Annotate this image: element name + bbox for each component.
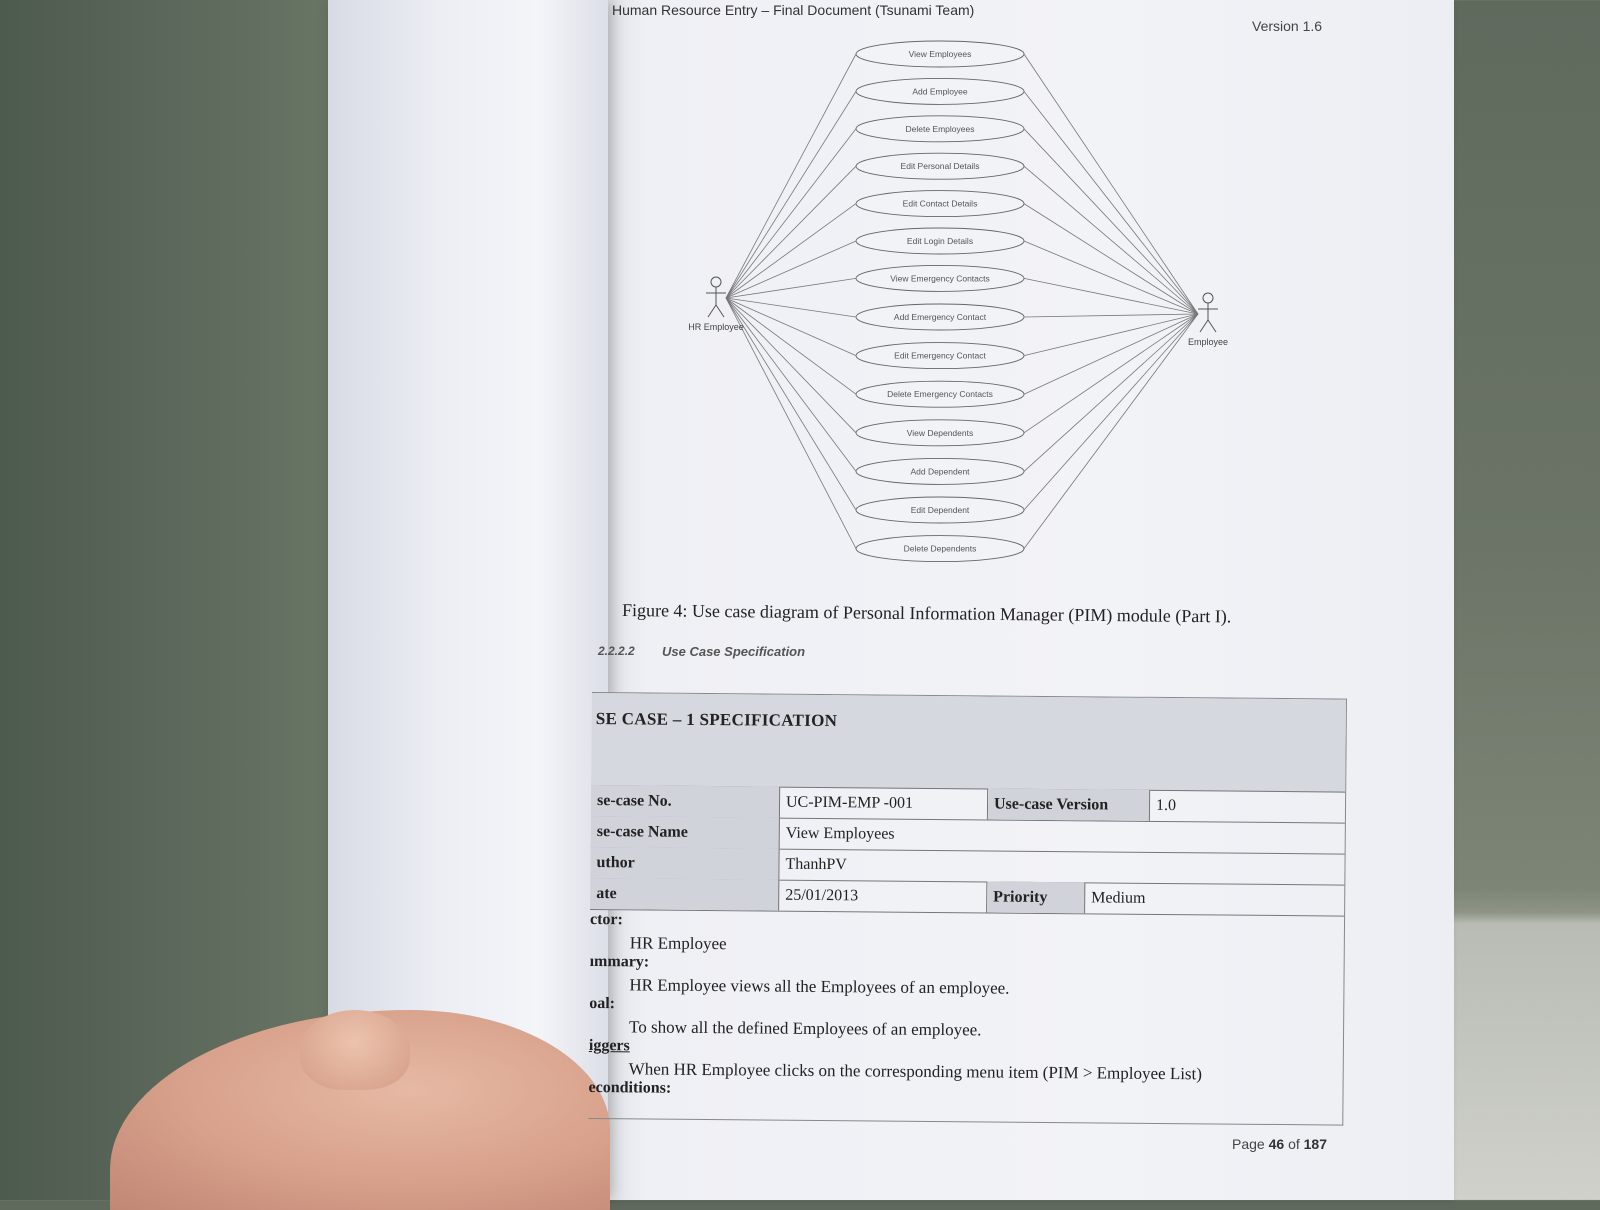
label-priority: Priority <box>987 881 1085 913</box>
use-case-label: Add Dependent <box>910 466 970 477</box>
actor-left-label: HR Employee <box>688 322 744 332</box>
value-priority: Medium <box>1091 889 1146 907</box>
association-line <box>1024 314 1198 433</box>
preconditions-label: econditions: <box>588 1078 672 1097</box>
document-title: Human Resource Entry – Final Document (Tsunami Team) <box>612 2 975 18</box>
association-line <box>1024 314 1198 510</box>
page-current: 46 <box>1268 1136 1285 1152</box>
section-title: Use Case Specification <box>662 644 806 659</box>
section-number: 2.2.2.2 <box>598 644 635 658</box>
association-line <box>726 278 856 298</box>
association-line <box>726 298 856 510</box>
use-case-label: Add Employee <box>912 86 968 97</box>
spec-header <box>591 693 1346 793</box>
use-case-spec-table <box>588 692 1347 1126</box>
summary-label: ımmary: <box>589 952 650 971</box>
association-line <box>726 298 856 471</box>
background-wall <box>0 0 330 1200</box>
goal-label: oal: <box>589 994 616 1013</box>
association-line <box>1024 278 1198 314</box>
association-line <box>726 298 856 549</box>
actor-employee <box>1198 293 1218 332</box>
use-case-view-employees <box>856 41 1024 67</box>
spec-title: SE CASE – 1 SPECIFICATION <box>595 709 838 731</box>
association-line <box>726 298 856 317</box>
use-case-edit-emergency-contact <box>856 343 1024 369</box>
association-line <box>726 166 856 298</box>
page-of: of <box>1288 1136 1300 1152</box>
use-case-edit-personal-details <box>856 153 1024 179</box>
association-line <box>1024 129 1198 314</box>
figure-caption: Figure 4: Use case diagram of Personal Information Manager (PIM) module (Part I). <box>621 600 1232 627</box>
value-use-case-name: View Employees <box>785 824 895 843</box>
association-line <box>1024 314 1198 471</box>
use-case-view-emergency-contacts <box>856 265 1024 291</box>
summary-value: HR Employee views all the Employees of an employee. <box>629 975 1010 998</box>
use-case-label: Delete Employees <box>905 123 975 134</box>
association-line <box>726 298 856 433</box>
label-use-case-no: se-case No. <box>591 785 780 818</box>
version-label: Version 1.6 <box>1252 18 1323 34</box>
use-case-delete-emergency-contacts <box>856 381 1024 407</box>
actor-hr-employee <box>706 277 726 317</box>
association-line <box>1024 166 1198 314</box>
use-case-delete-employees <box>856 116 1024 142</box>
use-case-label: View Employees <box>908 49 972 59</box>
triggers-value: When HR Employee clicks on the corresponding menu item (PIM > Employee List) <box>628 1059 1203 1084</box>
use-case-label: View Dependents <box>906 427 974 438</box>
actor-right-label: Employee <box>1187 337 1229 347</box>
use-case-label: Edit Login Details <box>906 236 974 246</box>
association-line <box>1024 241 1198 314</box>
use-case-add-emergency-contact <box>856 304 1024 330</box>
use-case-edit-login-details <box>856 228 1024 254</box>
row-date <box>590 878 1344 917</box>
association-line <box>726 298 856 356</box>
actor-value: HR Employee <box>629 933 727 954</box>
association-line <box>726 298 856 394</box>
association-line <box>726 91 856 298</box>
association-line <box>726 241 856 298</box>
association-line <box>726 204 856 298</box>
use-case-label: Add Emergency Contact <box>893 312 987 322</box>
label-use-case-name: se-case Name <box>591 816 780 849</box>
use-case-label: Edit Dependent <box>910 505 970 515</box>
use-case-label: View Emergency Contacts <box>890 273 990 284</box>
association-line <box>726 129 856 298</box>
association-line <box>1024 204 1198 314</box>
label-date: ate <box>590 878 779 911</box>
label-author: uthor <box>590 847 779 880</box>
thumb <box>300 1010 410 1090</box>
use-case-label: Delete Dependents <box>903 543 977 554</box>
use-case-label: Delete Emergency Contacts <box>887 389 993 400</box>
association-line <box>1024 314 1198 317</box>
use-case-diagram <box>660 30 1229 590</box>
value-use-case-no: UC-PIM-EMP -001 <box>780 787 988 820</box>
association-line <box>726 54 856 298</box>
use-case-label: Edit Emergency Contact <box>894 350 986 361</box>
association-line <box>1024 91 1198 314</box>
page-prefix: Page <box>1232 1136 1265 1152</box>
value-date: 25/01/2013 <box>779 880 987 913</box>
use-case-edit-dependent <box>856 497 1024 523</box>
label-use-case-version: Use-case Version <box>988 788 1150 820</box>
association-line <box>1024 54 1198 314</box>
use-case-view-dependents <box>856 420 1024 446</box>
use-case-add-employee <box>856 78 1024 104</box>
use-case-label: Edit Personal Details <box>900 161 980 172</box>
use-case-label: Edit Contact Details <box>902 198 978 209</box>
page-number <box>1232 1136 1327 1152</box>
actor-label: ctor: <box>589 910 623 929</box>
value-author: ThanhPV <box>785 855 847 874</box>
page-total: 187 <box>1303 1136 1327 1152</box>
triggers-label: iggers <box>588 1036 630 1055</box>
value-use-case-version: 1.0 <box>1155 796 1177 815</box>
use-case-delete-dependents <box>856 536 1024 562</box>
association-line <box>1024 314 1198 394</box>
use-case-edit-contact-details <box>856 191 1024 217</box>
goal-value: To show all the defined Employees of an employee. <box>628 1017 982 1040</box>
use-case-add-dependent <box>856 458 1024 484</box>
